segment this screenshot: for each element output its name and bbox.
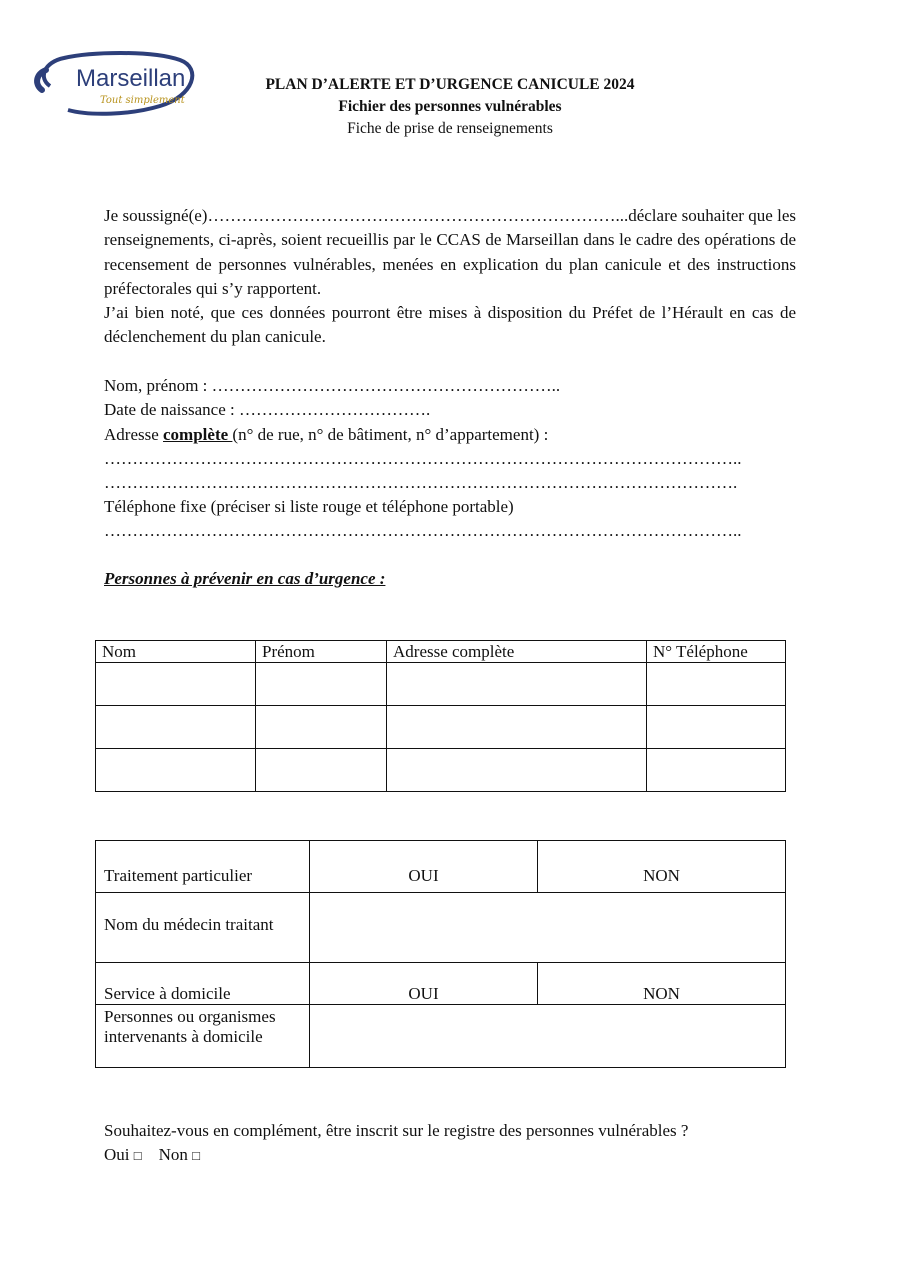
table-row: [96, 841, 786, 893]
table-row: [96, 663, 786, 706]
date-naissance-field[interactable]: Date de naissance : …………………………….: [104, 400, 431, 419]
option-oui-checkbox[interactable]: □: [133, 1148, 142, 1163]
service-non[interactable]: NON: [538, 963, 786, 1005]
telephone-label: Téléphone fixe (préciser si liste rouge et téléphone portable): [104, 497, 514, 516]
urgence-section-title: Personnes à prévenir en cas d’urgence :: [104, 569, 386, 588]
contacts-table: [95, 640, 786, 792]
cell-prenom[interactable]: [256, 749, 387, 792]
info-table: [95, 840, 786, 1068]
cell-nom[interactable]: [96, 749, 256, 792]
cell-telephone[interactable]: [647, 706, 786, 749]
cell-adresse[interactable]: [387, 706, 647, 749]
question-options: [104, 1143, 688, 1168]
document-header: [150, 74, 750, 140]
cell-prenom[interactable]: [256, 663, 387, 706]
table-row: [96, 749, 786, 792]
intervenants-field[interactable]: [310, 1005, 786, 1068]
adresse-label-rest: (n° de rue, n° de bâtiment, n° d’appartement) :: [232, 425, 549, 444]
table-row: [96, 706, 786, 749]
cell-telephone[interactable]: [647, 663, 786, 706]
traitement-non[interactable]: NON: [538, 841, 786, 893]
header-prenom: Prénom: [256, 641, 387, 663]
header-telephone: N° Téléphone: [647, 641, 786, 663]
cell-telephone[interactable]: [647, 749, 786, 792]
logo-tagline: Tout simplement: [100, 95, 185, 106]
table-row: [96, 893, 786, 963]
cell-adresse[interactable]: [387, 663, 647, 706]
adresse-label-bold: complète: [163, 425, 233, 444]
table-row: [96, 963, 786, 1005]
traitement-oui[interactable]: OUI: [310, 841, 538, 893]
adresse-label-text: Adresse: [104, 425, 164, 444]
declaration-note: J’ai bien noté, que ces données pourront être mises à disposition du Préfet de l’Hérault en cas de déclenchement du plan canicule.: [104, 303, 796, 347]
option-oui-label: Oui: [104, 1145, 130, 1164]
table-header-row: [96, 641, 786, 663]
cell-nom[interactable]: [96, 663, 256, 706]
question-text: Souhaitez-vous en complément, être inscrit sur le registre des personnes vulnérables ?: [104, 1121, 689, 1140]
nom-prenom-field[interactable]: Nom, prénom : ……………………………………………………..: [104, 376, 561, 395]
service-label: Service à domicile: [96, 963, 310, 1005]
adresse-label: [104, 423, 796, 447]
option-non-checkbox[interactable]: □: [192, 1148, 200, 1163]
cell-prenom[interactable]: [256, 706, 387, 749]
cell-adresse[interactable]: [387, 749, 647, 792]
declaration-paragraph: [104, 204, 796, 350]
medecin-field[interactable]: [310, 893, 786, 963]
table-row: [96, 1005, 786, 1068]
traitement-label: Traitement particulier: [96, 841, 310, 893]
telephone-field[interactable]: …………………………………………………………………………………………………..: [104, 521, 742, 540]
adresse-field-line-2[interactable]: ………………………………………………………………………………………………….: [104, 473, 738, 492]
intervenants-label: Personnes ou organismes intervenants à domicile: [96, 1005, 310, 1068]
option-non-label: Non: [158, 1145, 188, 1164]
medecin-label: Nom du médecin traitant: [96, 893, 310, 963]
document-subtitle: Fichier des personnes vulnérables: [338, 98, 562, 115]
logo-name: Marseillan: [76, 65, 186, 92]
service-oui[interactable]: OUI: [310, 963, 538, 1005]
document-title: PLAN D’ALERTE ET D’URGENCE CANICULE 2024: [265, 76, 635, 93]
registre-question: [104, 1119, 688, 1168]
adresse-field-line-1[interactable]: …………………………………………………………………………………………………..: [104, 449, 742, 468]
document-subtitle-2: Fiche de prise de renseignements: [347, 120, 553, 137]
header-adresse: Adresse complète: [387, 641, 647, 663]
declaration-text: Je soussigné(e)………………………………………………………………...déclare souhaiter que les renseignements, ci-après, soient recueillis par le CCAS de Marseillan dans le cadre des opérations de recensement de personnes vulnérables, menées en explication du plan canicule et des instructions préfectorales qui s’y rapportent.: [104, 206, 796, 298]
header-nom: Nom: [96, 641, 256, 663]
cell-nom[interactable]: [96, 706, 256, 749]
